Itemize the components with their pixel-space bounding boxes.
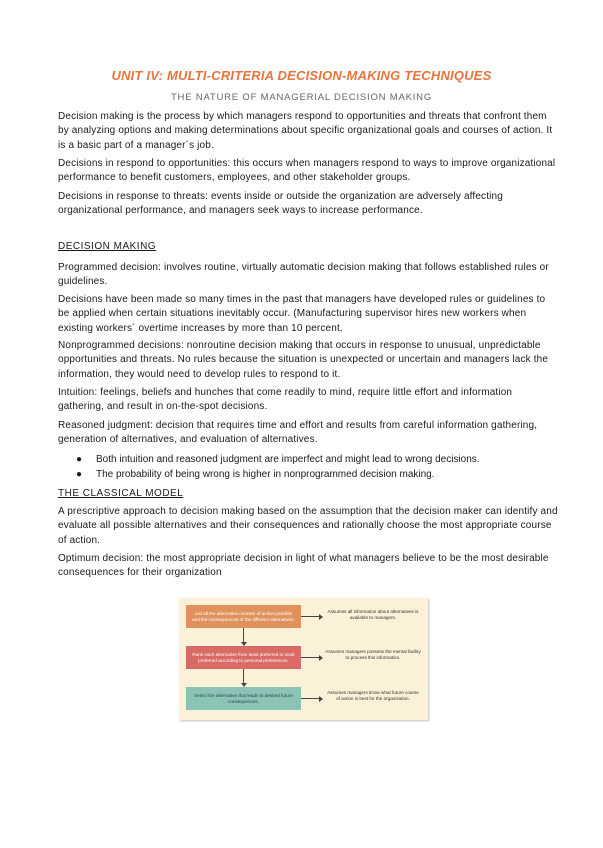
bullet-icon: ● (76, 469, 83, 480)
programmed-decision-paragraph: Programmed decision: involves routine, virtually automatic decision making that follows established rules or guidelines. (58, 262, 549, 288)
rules-guidelines-paragraph: Decisions have been made so many times in the past that managers have developed rules or guidelines to be applied when certain situations inevitably occur. (Manufacturing supervisor hires new workers when existing workers´ overtime increases by more than 10 percent. (58, 294, 546, 334)
arrow-down-icon (243, 669, 244, 683)
unit-title: UNIT IV: MULTI-CRITERIA DECISION-MAKING TECHNIQUES (111, 68, 492, 83)
arrow-down-icon (243, 628, 244, 642)
classical-model-heading: THE CLASSICAL MODEL (58, 488, 184, 499)
step-box-select-alternative: Select the alternative that leads to desired future consequences. (186, 687, 301, 710)
section-subtitle: THE NATURE OF MANAGERIAL DECISION MAKING (170, 92, 433, 103)
step-box-list-alternatives: List all the alternative courses of action possible and the consequences of the different alternatives. (186, 605, 301, 628)
optimum-decision-paragraph: Optimum decision: the most appropriate decision in light of what managers believe to be the most desirable consequences for their organization (58, 553, 549, 579)
bullet-text: The probability of being wrong is higher in nonprogrammed decision making. (96, 469, 435, 480)
intro-paragraph-3: Decisions in response to threats: events inside or outside the organization are adversely affecting organizational performance, and managers seek ways to increase performance. (58, 191, 503, 217)
step-box-rank-alternatives: Rank each alternative from least preferred to most preferred according to personal preferences. (186, 646, 301, 669)
arrow-right-icon (301, 698, 319, 699)
nonprogrammed-decisions-paragraph: Nonprogrammed decisions: nonroutine decision making that occurs in response to unusual, unpredictable opportunities and threats. No rules because the situation is unexpected or uncertain and managers lack the information, they would need to develop rules to respond to it. (58, 340, 549, 380)
classical-model-diagram (179, 598, 428, 720)
bullet-text: Both intuition and reasoned judgment are imperfect and might lead to wrong decisions. (96, 454, 480, 465)
intro-paragraph-1: Decision making is the process by which managers respond to opportunities and threats that confront them by analyzing options and making determinations about specific organizational goals and courses of action. It is a basic part of a manager´s job. (58, 111, 553, 151)
classical-model-paragraph: A prescriptive approach to decision making based on the assumption that the decision maker can identify and evaluate all possible alternatives and their consequences and rationally choose the most appropriate course of action. (58, 506, 558, 546)
decision-making-heading: DECISION MAKING (58, 241, 157, 252)
assumption-note: Assumes all information about alternatives is available to managers. (327, 609, 419, 620)
arrow-right-icon (301, 616, 319, 617)
bullet-icon: ● (76, 454, 83, 465)
assumption-note: Assumes managers possess the mental facility to process this information. (325, 649, 421, 660)
intro-paragraph-2: Decisions in respond to opportunities: this occurs when managers respond to ways to improve organizational performance to benefit customers, employees, and other stakeholder groups. (58, 158, 556, 184)
intuition-paragraph: Intuition: feelings, beliefs and hunches that come readily to mind, require little effort and information gathering, and result in on-the-spot decisions. (58, 387, 513, 413)
assumption-note: Assumes managers know what future course of action is best for the organization. (327, 690, 419, 701)
arrow-right-icon (301, 657, 319, 658)
reasoned-judgment-paragraph: Reasoned judgment: decision that requires time and effort and results from careful information gathering, generation of alternatives, and evaluation of alternatives. (58, 420, 538, 446)
